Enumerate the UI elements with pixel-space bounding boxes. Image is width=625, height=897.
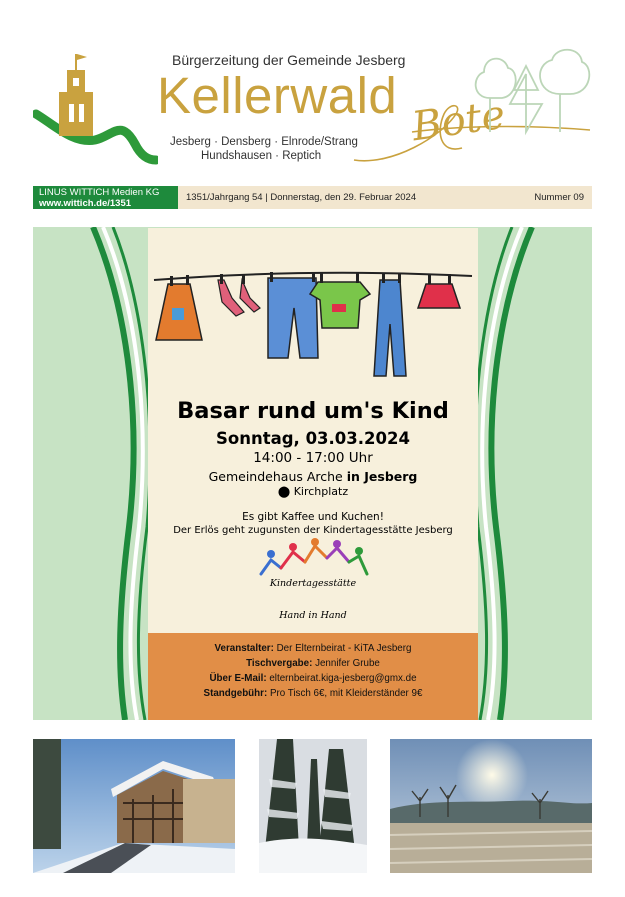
publisher-url[interactable]: www.wittich.de/1351 <box>39 198 132 209</box>
trees-illustration <box>470 44 592 136</box>
email-line: Über E-Mail: elternbeirat.kiga-jesberg@gmx.de <box>209 673 417 684</box>
poster-proceeds: Der Erlös geht zugunsten der Kindertagesstätte Jesberg <box>173 525 453 536</box>
organizer-box <box>148 633 478 720</box>
poster-time: 14:00 - 17:00 Uhr <box>253 450 373 466</box>
villages-line-1: Jesberg · Densberg · Elnrode/Strang <box>170 136 358 148</box>
villages-line-2: Hundshausen · Reptich <box>201 150 322 162</box>
poster-coffee: Es gibt Kaffee und Kuchen! <box>242 511 384 523</box>
publisher-name: LINUS WITTICH Medien KG <box>39 187 160 198</box>
tables-line: Tischvergabe: Jennifer Grube <box>246 658 380 669</box>
issue-info-bar <box>178 186 592 209</box>
kita-motto: Hand in Hand <box>279 610 347 621</box>
kita-name: Kindertagesstätte <box>269 578 357 589</box>
poster-headline: Basar rund um's Kind <box>177 398 449 424</box>
event-poster <box>148 228 478 720</box>
masthead-title: Kellerwald <box>157 67 398 124</box>
photo-snowy-forest <box>259 739 367 873</box>
issue-number: Nummer 09 <box>534 192 584 203</box>
poster-date: Sonntag, 03.03.2024 <box>216 429 410 448</box>
poster-venue: Gemeindehaus Arche in Jesberg <box>208 469 418 484</box>
fee-line: Standgebühr: Pro Tisch 6€, mit Kleiderständer 9€ <box>203 688 423 699</box>
photo-timbered-houses-winter <box>33 739 235 873</box>
issue-info: 1351/Jahrgang 54 | Donnerstag, den 29. Februar 2024 <box>186 192 417 203</box>
publisher-box <box>33 186 178 209</box>
organizer-line: Veranstalter: Der Elternbeirat - KiTA Jesberg <box>214 643 412 654</box>
email-link[interactable]: elternbeirat.kiga-jesberg@gmx.de <box>269 673 417 684</box>
map-pin-icon: ⬤ <box>277 485 291 498</box>
jesberg-tower-logo <box>33 48 158 168</box>
poster-place: ⬤ Kirchplatz <box>277 485 349 498</box>
masthead-script-title: Bote <box>409 91 508 151</box>
clothesline-illustration <box>148 228 478 388</box>
photo-frosty-field-sunrise <box>390 739 592 873</box>
masthead-subtitle: Bürgerzeitung der Gemeinde Jesberg <box>172 52 406 68</box>
